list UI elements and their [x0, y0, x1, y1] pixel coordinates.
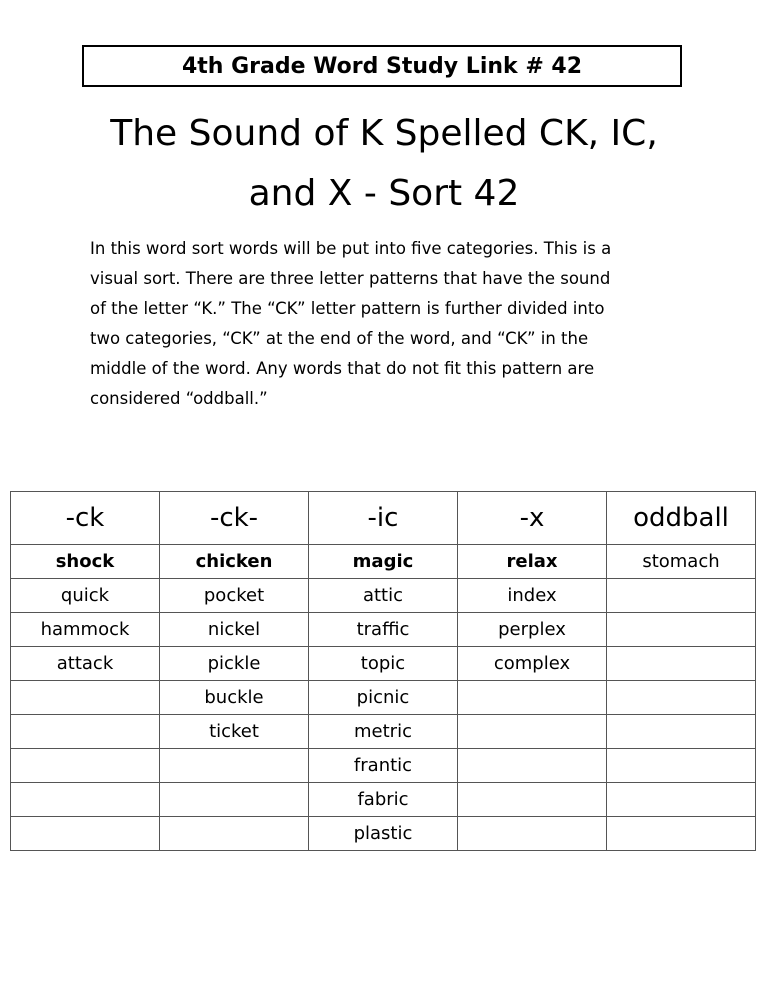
- intro-line: considered “oddball.”: [90, 389, 268, 408]
- page-title-line-2: and X - Sort 42: [248, 173, 520, 214]
- word-cell: [607, 749, 756, 783]
- table-row: [11, 681, 756, 715]
- word-cell: [607, 817, 756, 851]
- word-cell: [160, 749, 309, 783]
- intro-line: middle of the word. Any words that do not fit this pattern are: [90, 359, 595, 378]
- table-row: [11, 545, 756, 579]
- table-header-row: [11, 492, 756, 545]
- word-cell: attack: [11, 647, 160, 681]
- word-cell: traffic: [309, 613, 458, 647]
- word-cell: [607, 715, 756, 749]
- intro-line: of the letter “K.” The “CK” letter pattern is further divided into: [90, 299, 605, 318]
- word-cell: attic: [309, 579, 458, 613]
- word-cell: [11, 817, 160, 851]
- word-cell: index: [458, 579, 607, 613]
- word-cell: pickle: [160, 647, 309, 681]
- word-cell: [458, 749, 607, 783]
- word-cell: [11, 681, 160, 715]
- word-cell: ticket: [160, 715, 309, 749]
- word-sort-table: [10, 491, 756, 851]
- table-row: [11, 749, 756, 783]
- word-cell: [11, 749, 160, 783]
- word-cell: [458, 783, 607, 817]
- word-cell: picnic: [309, 681, 458, 715]
- column-header-x: -x: [458, 492, 607, 545]
- column-header-ck-middle: -ck-: [160, 492, 309, 545]
- word-cell: quick: [11, 579, 160, 613]
- worksheet-header-label: 4th Grade Word Study Link # 42: [181, 53, 583, 79]
- word-cell: relax: [458, 545, 607, 579]
- word-cell: fabric: [309, 783, 458, 817]
- word-cell: [607, 579, 756, 613]
- table-row: [11, 783, 756, 817]
- column-header-oddball: oddball: [607, 492, 756, 545]
- intro-line: visual sort. There are three letter patterns that have the sound: [90, 269, 611, 288]
- word-cell: shock: [11, 545, 160, 579]
- table-row: [11, 613, 756, 647]
- word-cell: [458, 681, 607, 715]
- word-cell: chicken: [160, 545, 309, 579]
- word-cell: [11, 715, 160, 749]
- word-cell: pocket: [160, 579, 309, 613]
- column-header-ck-end: -ck: [11, 492, 160, 545]
- word-cell: nickel: [160, 613, 309, 647]
- word-cell: hammock: [11, 613, 160, 647]
- table-row: [11, 817, 756, 851]
- word-cell: [160, 817, 309, 851]
- intro-paragraph: [90, 234, 700, 414]
- column-header-ic: -ic: [309, 492, 458, 545]
- word-cell: [607, 783, 756, 817]
- word-cell: perplex: [458, 613, 607, 647]
- table-row: [11, 579, 756, 613]
- word-cell: [458, 817, 607, 851]
- word-cell: stomach: [607, 545, 756, 579]
- intro-line: two categories, “CK” at the end of the word, and “CK” in the: [90, 329, 589, 348]
- word-cell: buckle: [160, 681, 309, 715]
- word-cell: metric: [309, 715, 458, 749]
- word-cell: [607, 613, 756, 647]
- table-row: [11, 647, 756, 681]
- word-cell: frantic: [309, 749, 458, 783]
- word-cell: plastic: [309, 817, 458, 851]
- word-cell: magic: [309, 545, 458, 579]
- intro-line: In this word sort words will be put into five categories. This is a: [90, 239, 612, 258]
- table-body: [11, 545, 756, 851]
- word-cell: [607, 681, 756, 715]
- word-cell: [160, 783, 309, 817]
- word-cell: [458, 715, 607, 749]
- page-title-line-1: The Sound of K Spelled CK, IC,: [110, 113, 658, 154]
- word-cell: topic: [309, 647, 458, 681]
- word-cell: complex: [458, 647, 607, 681]
- table-row: [11, 715, 756, 749]
- worksheet-header: [82, 45, 682, 87]
- word-cell: [607, 647, 756, 681]
- word-cell: [11, 783, 160, 817]
